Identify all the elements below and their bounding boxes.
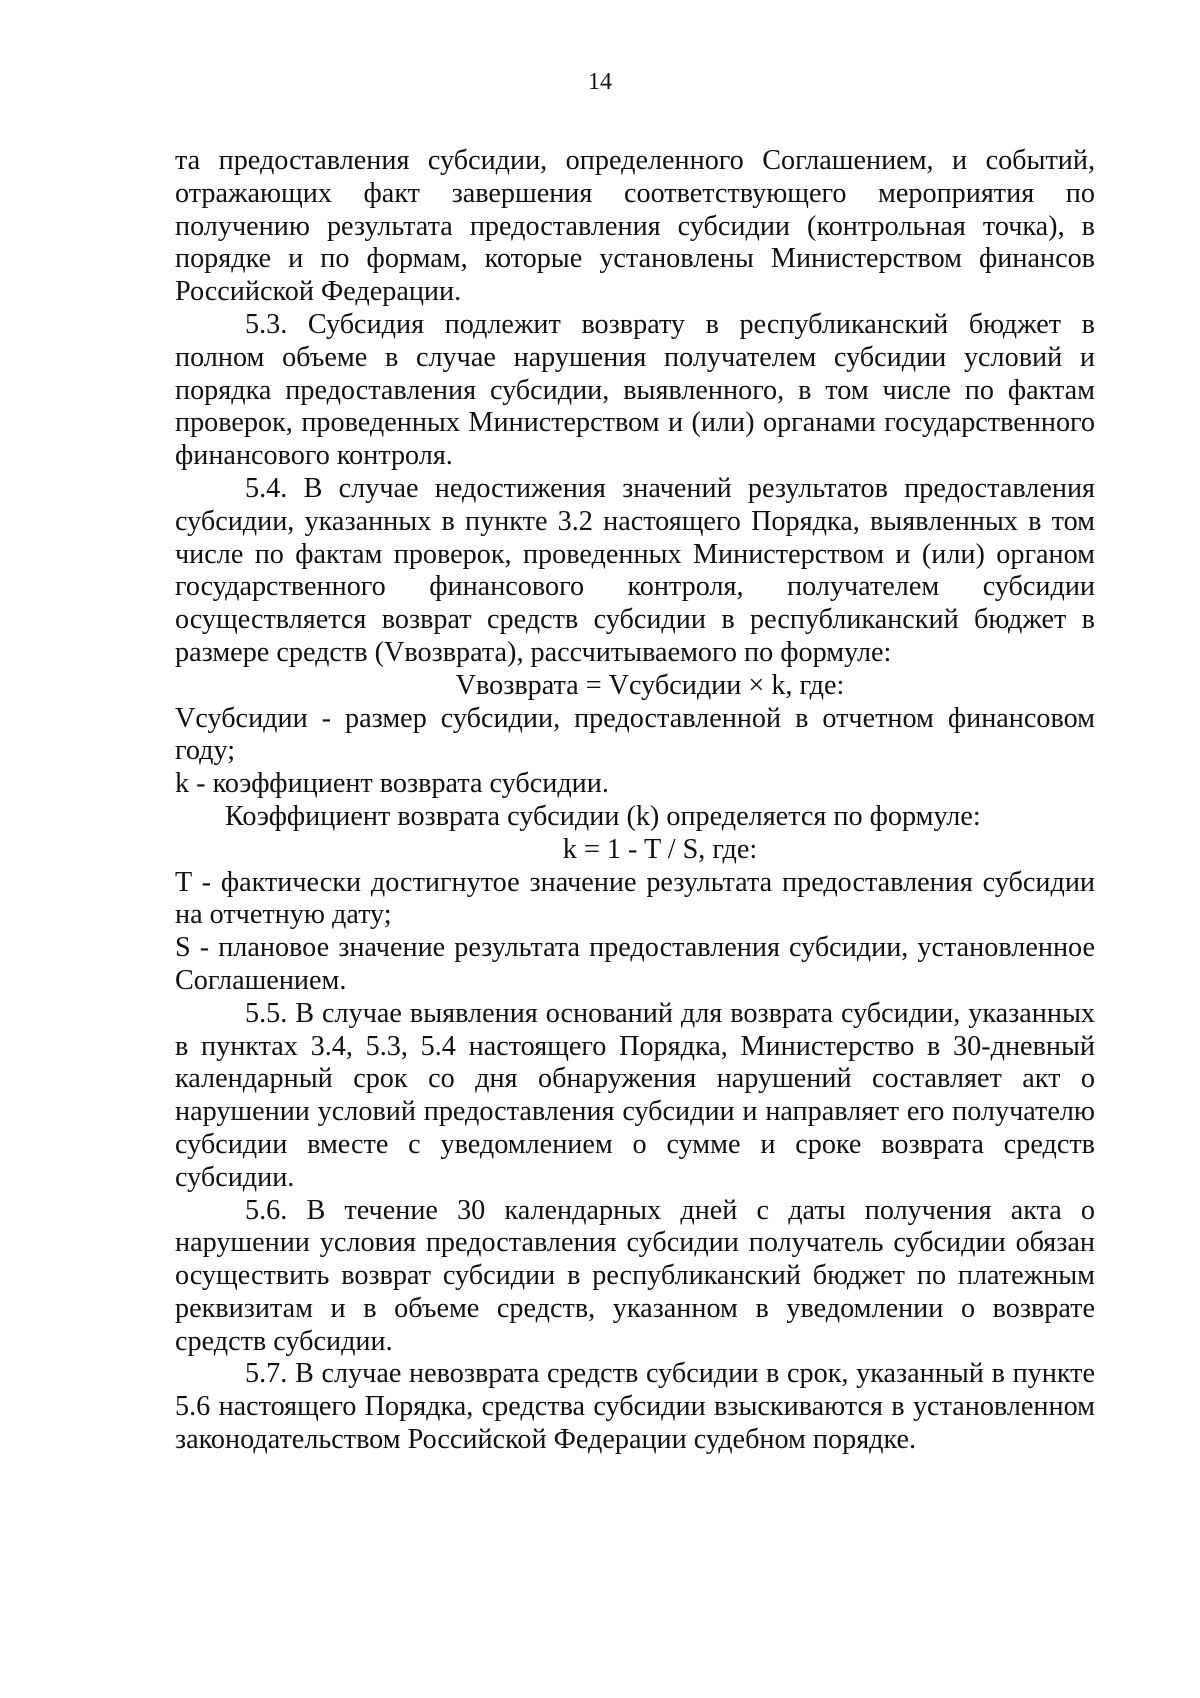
paragraph-continuation: та предоставления субсидии, определенного Соглашением, и событий, отражающих факт завершения соответствующего мероприятия по получению результата предоставления субсидии (контрольная точка), в порядке и по формам, которые установлены Министерством финансов Российской Федерации. — [175, 145, 1095, 308]
document-body — [175, 145, 1095, 1457]
coefficient-intro: Коэффициент возврата субсидии (k) определяется по формуле: — [225, 800, 981, 832]
paragraph-5-3: 5.3. Субсидия подлежит возврату в республиканский бюджет в полном объеме в случае нарушения получателем субсидии условий и порядка предоставления субсидии, выявленного, в том числе по фактам проверок, проведенных Министерством и (или) органами государственного финансового контроля. — [175, 308, 1095, 472]
page-number: 14 — [588, 69, 612, 95]
paragraph-5-5: 5.5. В случае выявления оснований для возврата субсидии, указанных в пунктах 3.4, 5.3, 5.4 настоящего Порядка, Министерство в 30-дневный календарный срок со дня обнаружения нарушений составляет акт о нарушении условий предоставления субсидии и направляет его получателю субсидии вместе с уведомлением о сумме и сроке возврата средств субсидии. — [175, 997, 1095, 1193]
formula-return-amount: Vвозврата = Vсубсидии × k, где: — [455, 669, 845, 701]
formula-coefficient: k = 1 - T / S, где: — [562, 833, 758, 865]
paragraph-5-7: 5.7. В случае невозврата средств субсидии в срок, указанный в пункте 5.6 настоящего Порядка, средства субсидии взыскиваются в установленном законодательством Российской Федерации судебном порядке. — [175, 1358, 1095, 1456]
definition-v-subsidy: Vсубсидии - размер субсидии, предоставленной в отчетном финансовом году; — [175, 702, 1095, 767]
definition-k: k - коэффициент возврата субсидии. — [175, 768, 609, 800]
definition-t: T - фактически достигнутое значение результата предоставления субсидии на отчетную дату; — [175, 866, 1095, 931]
paragraph-5-6: 5.6. В течение 30 календарных дней с даты получения акта о нарушении условия предоставления субсидии получатель субсидии обязан осуществить возврат субсидии в республиканский бюджет по платежным реквизитам и в объеме средств, указанном в уведомлении о возврате средств субсидии. — [175, 1194, 1095, 1357]
paragraph-5-4: 5.4. В случае недостижения значений результатов предоставления субсидии, указанных в пункте 3.2 настоящего Порядка, выявленных в том числе по фактам проверок, проведенных Министерством и (или) органом государственного финансового контроля, получателем субсидии осуществляется возврат средств субсидии в республиканский бюджет в размере средств (Vвозврата), рассчитываемого по формуле: — [175, 472, 1095, 668]
definition-s: S - плановое значение результата предоставления субсидии, установленное Соглашением. — [175, 932, 1095, 996]
